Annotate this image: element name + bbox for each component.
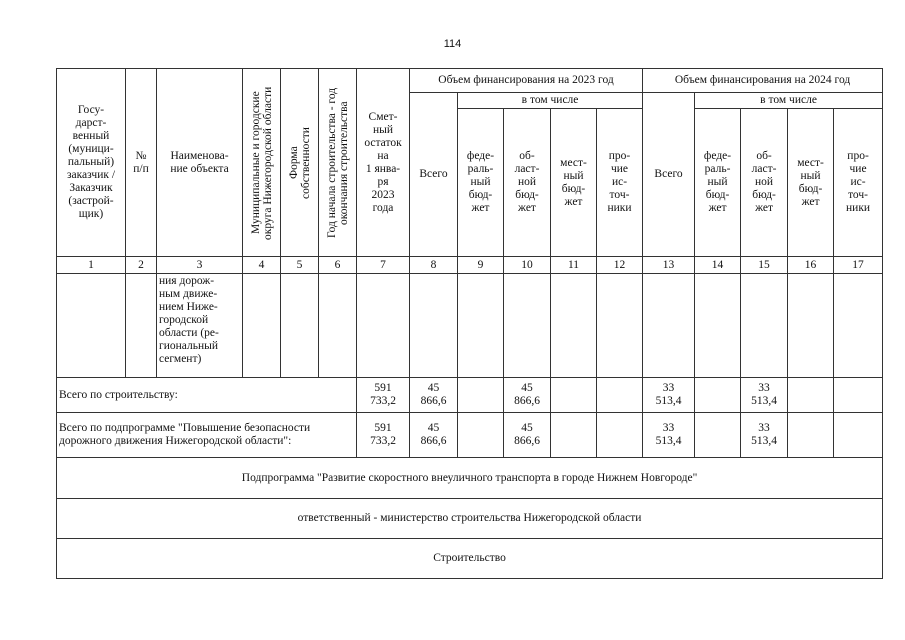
page-number: 114 xyxy=(443,38,462,50)
total-subprogram-row xyxy=(57,413,883,458)
financing-table xyxy=(56,68,883,579)
col-number: 13 xyxy=(643,257,695,274)
col-number: 6 xyxy=(319,257,357,274)
col-number: 3 xyxy=(157,257,243,274)
estimate-value: 591 733,2 xyxy=(357,413,410,458)
header-2024-regional: об- ласт- ной бюд- жет xyxy=(741,109,788,257)
header-fin-2023: Объем финансирования на 2023 год xyxy=(410,69,643,93)
header-2023-other: про- чие ис- точ- ники xyxy=(597,109,643,257)
header-2024-including: в том числе xyxy=(695,93,883,109)
col-number: 17 xyxy=(834,257,883,274)
header-object-name: Наименова- ние объекта xyxy=(157,69,243,257)
col-number: 9 xyxy=(458,257,504,274)
header-2023-regional: об- ласт- ной бюд- жет xyxy=(504,109,551,257)
total-construction-row xyxy=(57,378,883,413)
col-number: 2 xyxy=(126,257,157,274)
header-number: № п/п xyxy=(126,69,157,257)
continuation-row xyxy=(57,274,883,378)
header-municipal-text: Муниципальные и городские округа Нижегородской области xyxy=(249,85,274,240)
col-number: 12 xyxy=(597,257,643,274)
responsible-ministry: ответственный - министерство строительства Нижегородской области xyxy=(57,499,883,539)
regional-2024-value: 33 513,4 xyxy=(741,413,788,458)
header-customer: Госу- дарст- венный (муници- пальный) заказчик / Заказчик (застрой- щик) xyxy=(57,69,126,257)
col-number: 16 xyxy=(788,257,834,274)
header-2024-federal: феде- раль- ный бюд- жет xyxy=(695,109,741,257)
header-years-text: Год начала строительства - год окончания строительства xyxy=(325,87,350,238)
total-2024-value: 33 513,4 xyxy=(643,378,695,413)
total-2024-value: 33 513,4 xyxy=(643,413,695,458)
section-title: Строительство xyxy=(57,539,883,579)
header-ownership-text: Форма собственности xyxy=(287,126,312,199)
total-subprogram-label: Всего по подпрограмме "Повышение безопасности дорожного движения Нижегородской области": xyxy=(57,413,357,458)
regional-2023-value: 45 866,6 xyxy=(504,378,551,413)
subprogram-title: Подпрограмма "Развитие скоростного внеуличного транспорта в городе Нижнем Новгороде" xyxy=(57,458,883,499)
total-construction-label: Всего по строительству: xyxy=(57,378,357,413)
col-number: 15 xyxy=(741,257,788,274)
header-2024-total: Всего xyxy=(643,93,695,257)
column-number-row xyxy=(57,257,883,274)
col-number: 10 xyxy=(504,257,551,274)
header-ownership xyxy=(281,69,319,257)
col-number: 7 xyxy=(357,257,410,274)
estimate-value: 591 733,2 xyxy=(357,378,410,413)
regional-2024-value: 33 513,4 xyxy=(741,378,788,413)
header-2023-federal: феде- раль- ный бюд- жет xyxy=(458,109,504,257)
col-number: 1 xyxy=(57,257,126,274)
col-number: 14 xyxy=(695,257,741,274)
header-estimate: Смет- ный остаток на 1 янва- ря 2023 года xyxy=(357,69,410,257)
header-2023-total: Всего xyxy=(410,93,458,257)
total-2023-value: 45 866,6 xyxy=(410,378,458,413)
object-name-continuation: ния дорож- ным движе- нием Ниже- городской области (ре- гиональный сегмент) xyxy=(157,274,243,378)
col-number: 5 xyxy=(281,257,319,274)
header-years xyxy=(319,69,357,257)
header-fin-2024: Объем финансирования на 2024 год xyxy=(643,69,883,93)
header-municipal xyxy=(243,69,281,257)
header-2023-local: мест- ный бюд- жет xyxy=(551,109,597,257)
header-2024-other: про- чие ис- точ- ники xyxy=(834,109,883,257)
col-number: 11 xyxy=(551,257,597,274)
col-number: 8 xyxy=(410,257,458,274)
header-2024-local: мест- ный бюд- жет xyxy=(788,109,834,257)
total-2023-value: 45 866,6 xyxy=(410,413,458,458)
col-number: 4 xyxy=(243,257,281,274)
regional-2023-value: 45 866,6 xyxy=(504,413,551,458)
header-2023-including: в том числе xyxy=(458,93,643,109)
